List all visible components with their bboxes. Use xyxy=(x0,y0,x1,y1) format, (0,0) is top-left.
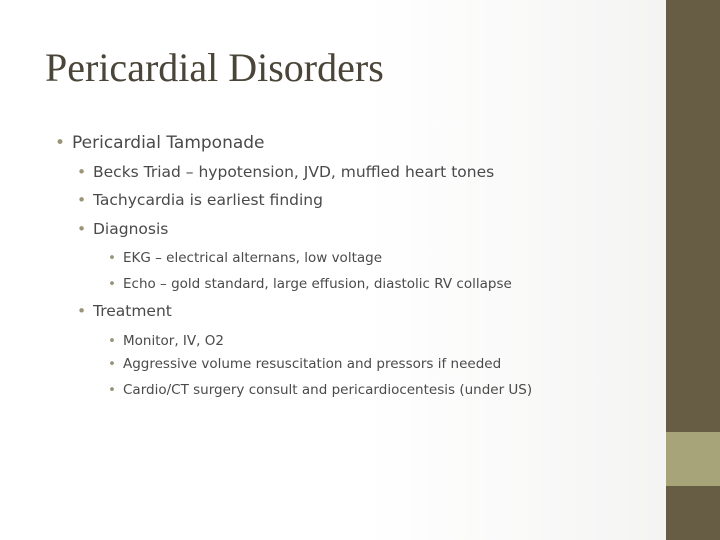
side-bar-top xyxy=(666,0,720,432)
bullet-item-level-3: EKG – electrical alternans, low voltage xyxy=(123,250,383,266)
bullet-marker: • xyxy=(108,382,116,398)
bullet-marker: • xyxy=(108,356,116,372)
slide-title: Pericardial Disorders xyxy=(45,45,384,90)
bullet-item-level-3: Cardio/CT surgery consult and pericardiocentesis (under US) xyxy=(123,382,533,398)
bullet-item-level-3: Monitor, IV, O2 xyxy=(123,333,224,349)
bullet-marker: • xyxy=(108,333,116,349)
bullet-marker: • xyxy=(77,191,87,209)
side-bar-accent xyxy=(666,432,720,486)
bullet-item-level-1: Pericardial Tamponade xyxy=(72,133,265,153)
bullet-marker: • xyxy=(77,220,87,238)
bullet-item-level-2: Becks Triad – hypotension, JVD, muffled heart tones xyxy=(93,163,495,181)
side-bar-bottom xyxy=(666,486,720,540)
bullet-marker: • xyxy=(77,163,87,181)
bullet-item-level-2: Tachycardia is earliest finding xyxy=(93,191,323,209)
bullet-marker: • xyxy=(108,276,116,292)
bullet-marker: • xyxy=(77,302,87,320)
bullet-marker: • xyxy=(55,133,66,153)
bullet-item-level-2: Treatment xyxy=(93,302,172,320)
bullet-item-level-3: Aggressive volume resuscitation and pressors if needed xyxy=(123,356,502,372)
bullet-item-level-2: Diagnosis xyxy=(93,220,169,238)
bullet-item-level-3: Echo – gold standard, large effusion, diastolic RV collapse xyxy=(123,276,512,292)
bullet-marker: • xyxy=(108,250,116,266)
